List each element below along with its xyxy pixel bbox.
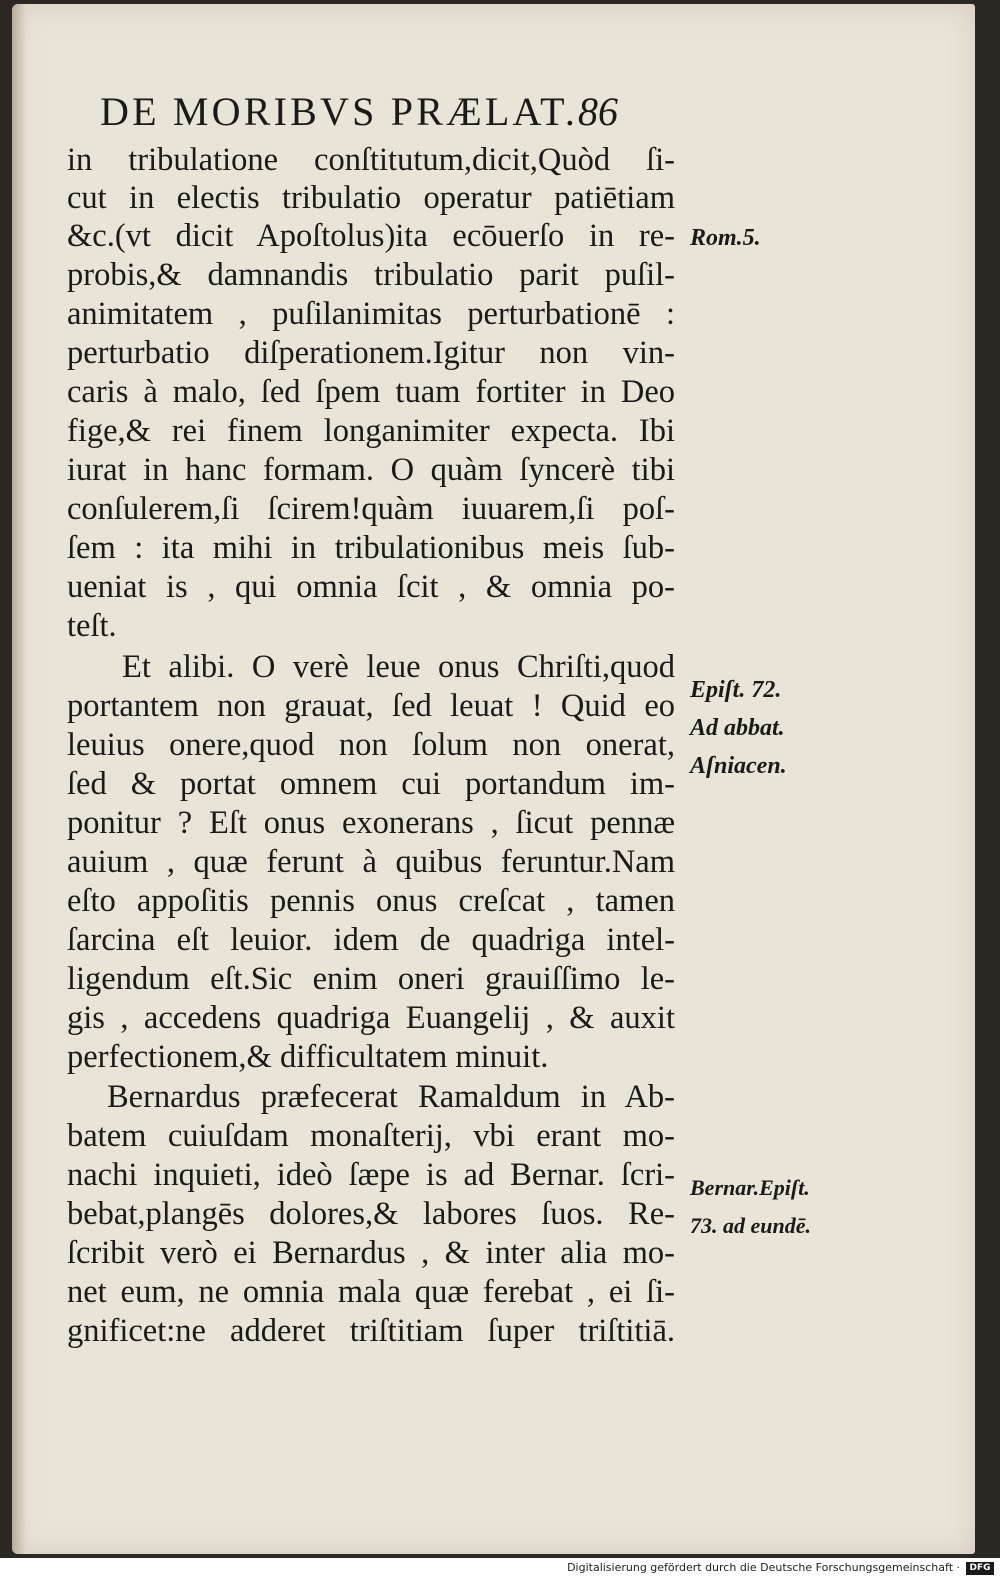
text-line: ſarcina eſt leuior. idem de quadriga intel- (67, 922, 675, 958)
text-line: gnificet:ne adderet triſtitiam ſuper triſtitiā. (67, 1313, 675, 1349)
text-line: ſed & portat omnem cui portandum im- (67, 766, 675, 802)
dfg-logo: DFG (966, 1562, 994, 1575)
text-line: Et alibi. O verè leue onus Chriſti,quod (122, 649, 675, 685)
text-line: portantem non grauat, ſed leuat ! Quid eo (67, 688, 675, 724)
marginal-note-rom: Rom.5. (690, 225, 761, 251)
text-line: cut in electis tribulatio operatur patiētiam (67, 180, 675, 216)
text-line: probis,& damnandis tribulatio parit puſil- (67, 257, 675, 293)
text-line: in tribulatione conſtitutum,dicit,Quòd ſi- (67, 142, 675, 178)
page-number: 86 (578, 89, 619, 134)
text-line: animitatem , puſilanimitas perturbationē : (67, 296, 675, 332)
text-line: eſto appoſitis pennis onus creſcat , tamen (67, 883, 675, 919)
text-line: nachi inquieti, ideò ſæpe is ad Bernar. ſcri- (67, 1157, 675, 1193)
marginal-note-epist73: Bernar.Epiſt. (690, 1175, 810, 1200)
text-line: perturbatio diſperationem.Igitur non vin- (67, 335, 675, 371)
text-line: ueniat is , qui omnia ſcit , & omnia po- (67, 569, 675, 605)
text-line: Bernardus præfecerat Ramaldum in Ab- (107, 1079, 675, 1115)
text-line: leuius onere,quod non ſolum non onerat, (67, 727, 675, 763)
marginal-note-epist73: 73. ad eundē. (690, 1213, 811, 1238)
page-binding-edge (12, 4, 26, 1554)
body-text (67, 140, 677, 1370)
text-line: perfectionem,& difficultatem minuit. (67, 1039, 549, 1075)
running-head (100, 88, 690, 135)
text-line: net eum, ne omnia mala quæ ferebat , ei ſi- (67, 1274, 675, 1310)
marginal-note-epist72: Epiſt. 72. (690, 677, 782, 703)
text-line: iurat in hanc formam. O quàm ſyncerè tibi (67, 452, 675, 488)
text-line: batem cuiuſdam monaſterij, vbi erant mo- (67, 1118, 675, 1154)
marginal-note-epist72: Aſniacen. (690, 753, 787, 779)
footer-bar (0, 1558, 1000, 1580)
marginal-note-epist72: Ad abbat. (690, 715, 785, 741)
text-line: ſcribit verò ei Bernardus , & inter alia mo- (67, 1235, 675, 1271)
text-line: fige,& rei finem longanimiter expecta. Ibi (67, 413, 675, 449)
text-line: ſem : ita mihi in tribulationibus meis ſub- (67, 530, 675, 566)
text-line: auium , quæ ferunt à quibus feruntur.Nam (67, 844, 675, 880)
text-line: gis , accedens quadriga Euangelij , & auxit (67, 1000, 675, 1036)
text-line: ponitur ? Eſt onus exonerans , ſicut pennæ (67, 805, 675, 841)
funding-credit: Digitalisierung gefördert durch die Deutsche Forschungsgemeinschaft · (567, 1561, 960, 1574)
running-head-title: DE MORIBVS PRÆLAT. (100, 89, 579, 134)
text-line: caris à malo, ſed ſpem tuam fortiter in Deo (67, 374, 675, 410)
text-line: ligendum eſt.Sic enim oneri grauiſſimo le- (67, 961, 675, 997)
text-line: teſt. (67, 608, 117, 644)
text-line: conſulerem,ſi ſcirem!quàm iuuarem,ſi poſ- (67, 491, 675, 527)
text-line: bebat,plangēs dolores,& labores ſuos. Re- (67, 1196, 675, 1232)
text-line: &c.(vt dicit Apoſtolus)ita ecōuerſo in re- (67, 218, 675, 254)
